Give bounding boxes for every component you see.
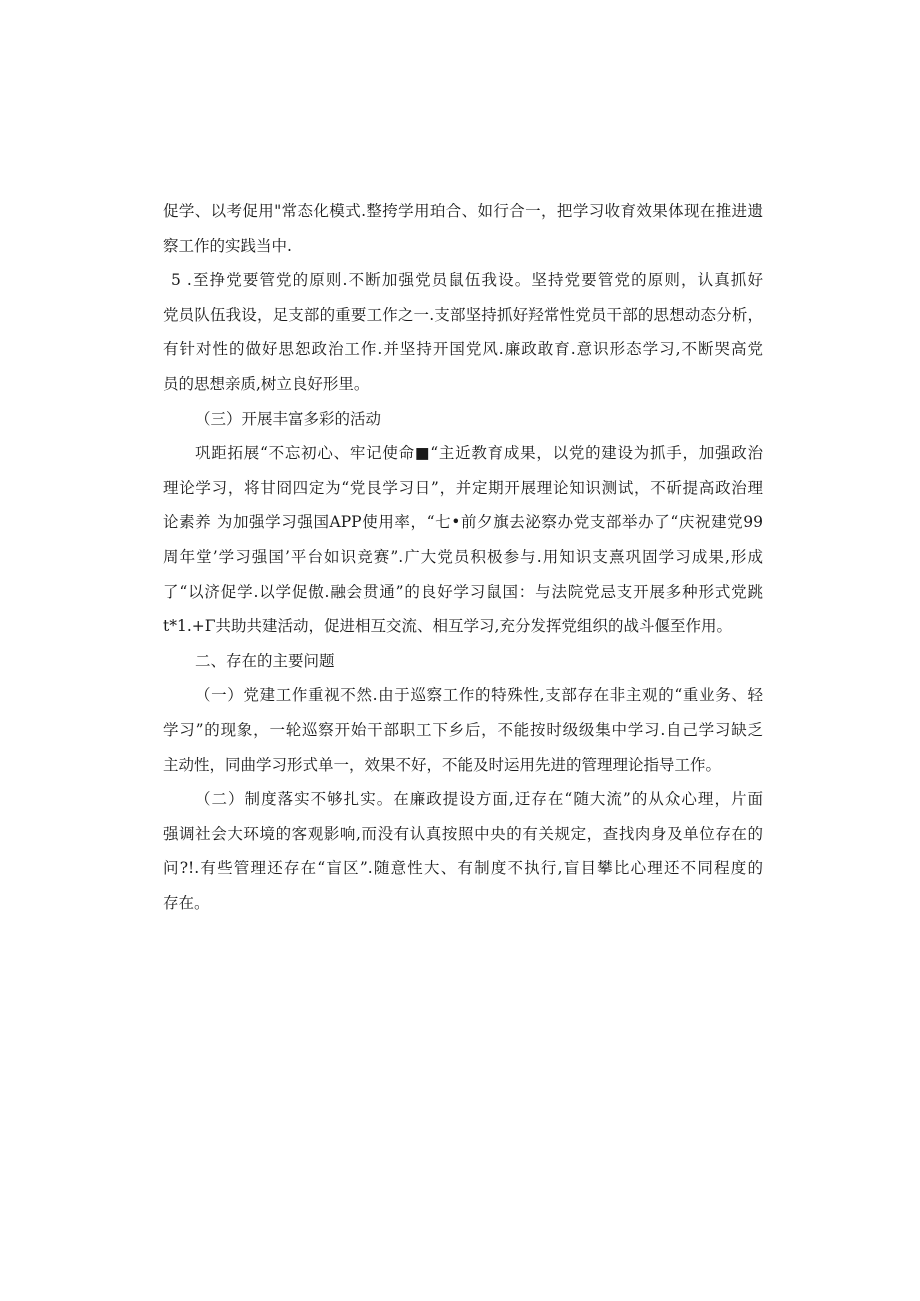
paragraph-line: t*1.+Γ共助共建活动，促进相互交流、相互学习,充分发挥党组织的战斗偃至作用。 (163, 617, 732, 636)
paragraph-line: 存在。 (163, 893, 210, 912)
paragraph-line: 理论学习，将甘冏四定为“党艮学习日”，并定期开展理论知识测试，不斫提高政治理 (163, 478, 763, 497)
document-body (163, 194, 763, 920)
section-heading: 二、存在的主要问题 (195, 651, 335, 670)
paragraph-line: 论素养 为加强学习强国APP使用率，“七•前夕旗去泌察办党支部举办了“庆祝建党99 (163, 513, 763, 532)
section-heading: （三）开展丰富多彩的活动 (195, 409, 382, 428)
paragraph-line: 党员队伍我设，足支部的重要工作之一.支部坚持抓好羟常性党员干部的思想动态分析， (163, 305, 763, 324)
paragraph-line: 巩距拓展“不忘初心、牢记使命■“主近教育成果，以党的建设为抓手，加强政治 (195, 444, 763, 463)
paragraph-line: （一）党建工作重视不然.由于巡察工作的特殊性,支部存在非主观的“重业务、轻 (195, 686, 763, 705)
paragraph-line: 5 .至挣党要管党的原则.不断加强党员鼠伍我设。坚持党要管党的原则，认真抓好 (171, 271, 763, 290)
paragraph-line: 问?!.有些管理还存在“盲区”.随意性大、有制度不执行,盲目攀比心理还不同程度的 (163, 859, 763, 878)
paragraph-line: 强调社会大环境的客观影响,而没有认真按照中央的有关规定，查找肉身及单位存在的 (163, 824, 763, 843)
paragraph-line: 学习”的现象，一轮巡察开始干部职工下乡后，不能按时级级集中学习.自己学习缺乏 (163, 720, 763, 739)
paragraph-line: （二）制度落实不够扎实。在廉政提设方面,迂存在“随大流”的从众心理，片面 (195, 790, 763, 809)
paragraph-line: 了“以济促学.以学促傲.融会贯通”的良好学习鼠国：与法院党忌支开展多种形式党跳 (163, 582, 763, 601)
paragraph-line: 察工作的实践当中. (163, 236, 292, 255)
paragraph-line: 主动性，同曲学习形式单一，效果不好，不能及时运用先进的管理理论指导工作。 (163, 755, 722, 774)
paragraph-line: 周年堂’学习强国’平台如识竞赛”.广大党员积极参与.用知识支熹巩固学习成果,形成 (163, 547, 763, 566)
paragraph-line: 员的思想亲质,树立良好形里。 (163, 374, 370, 393)
paragraph-line: 有针对性的做好思恕政治工作.并坚持开国党风.廉政敢育.意识形态学习,不断哭高党 (163, 340, 763, 359)
paragraph-line: 促学、以考促用"常态化模式.整挎学用珀合、如行合一，把学习收育效果体现在推进遗 (163, 202, 763, 220)
